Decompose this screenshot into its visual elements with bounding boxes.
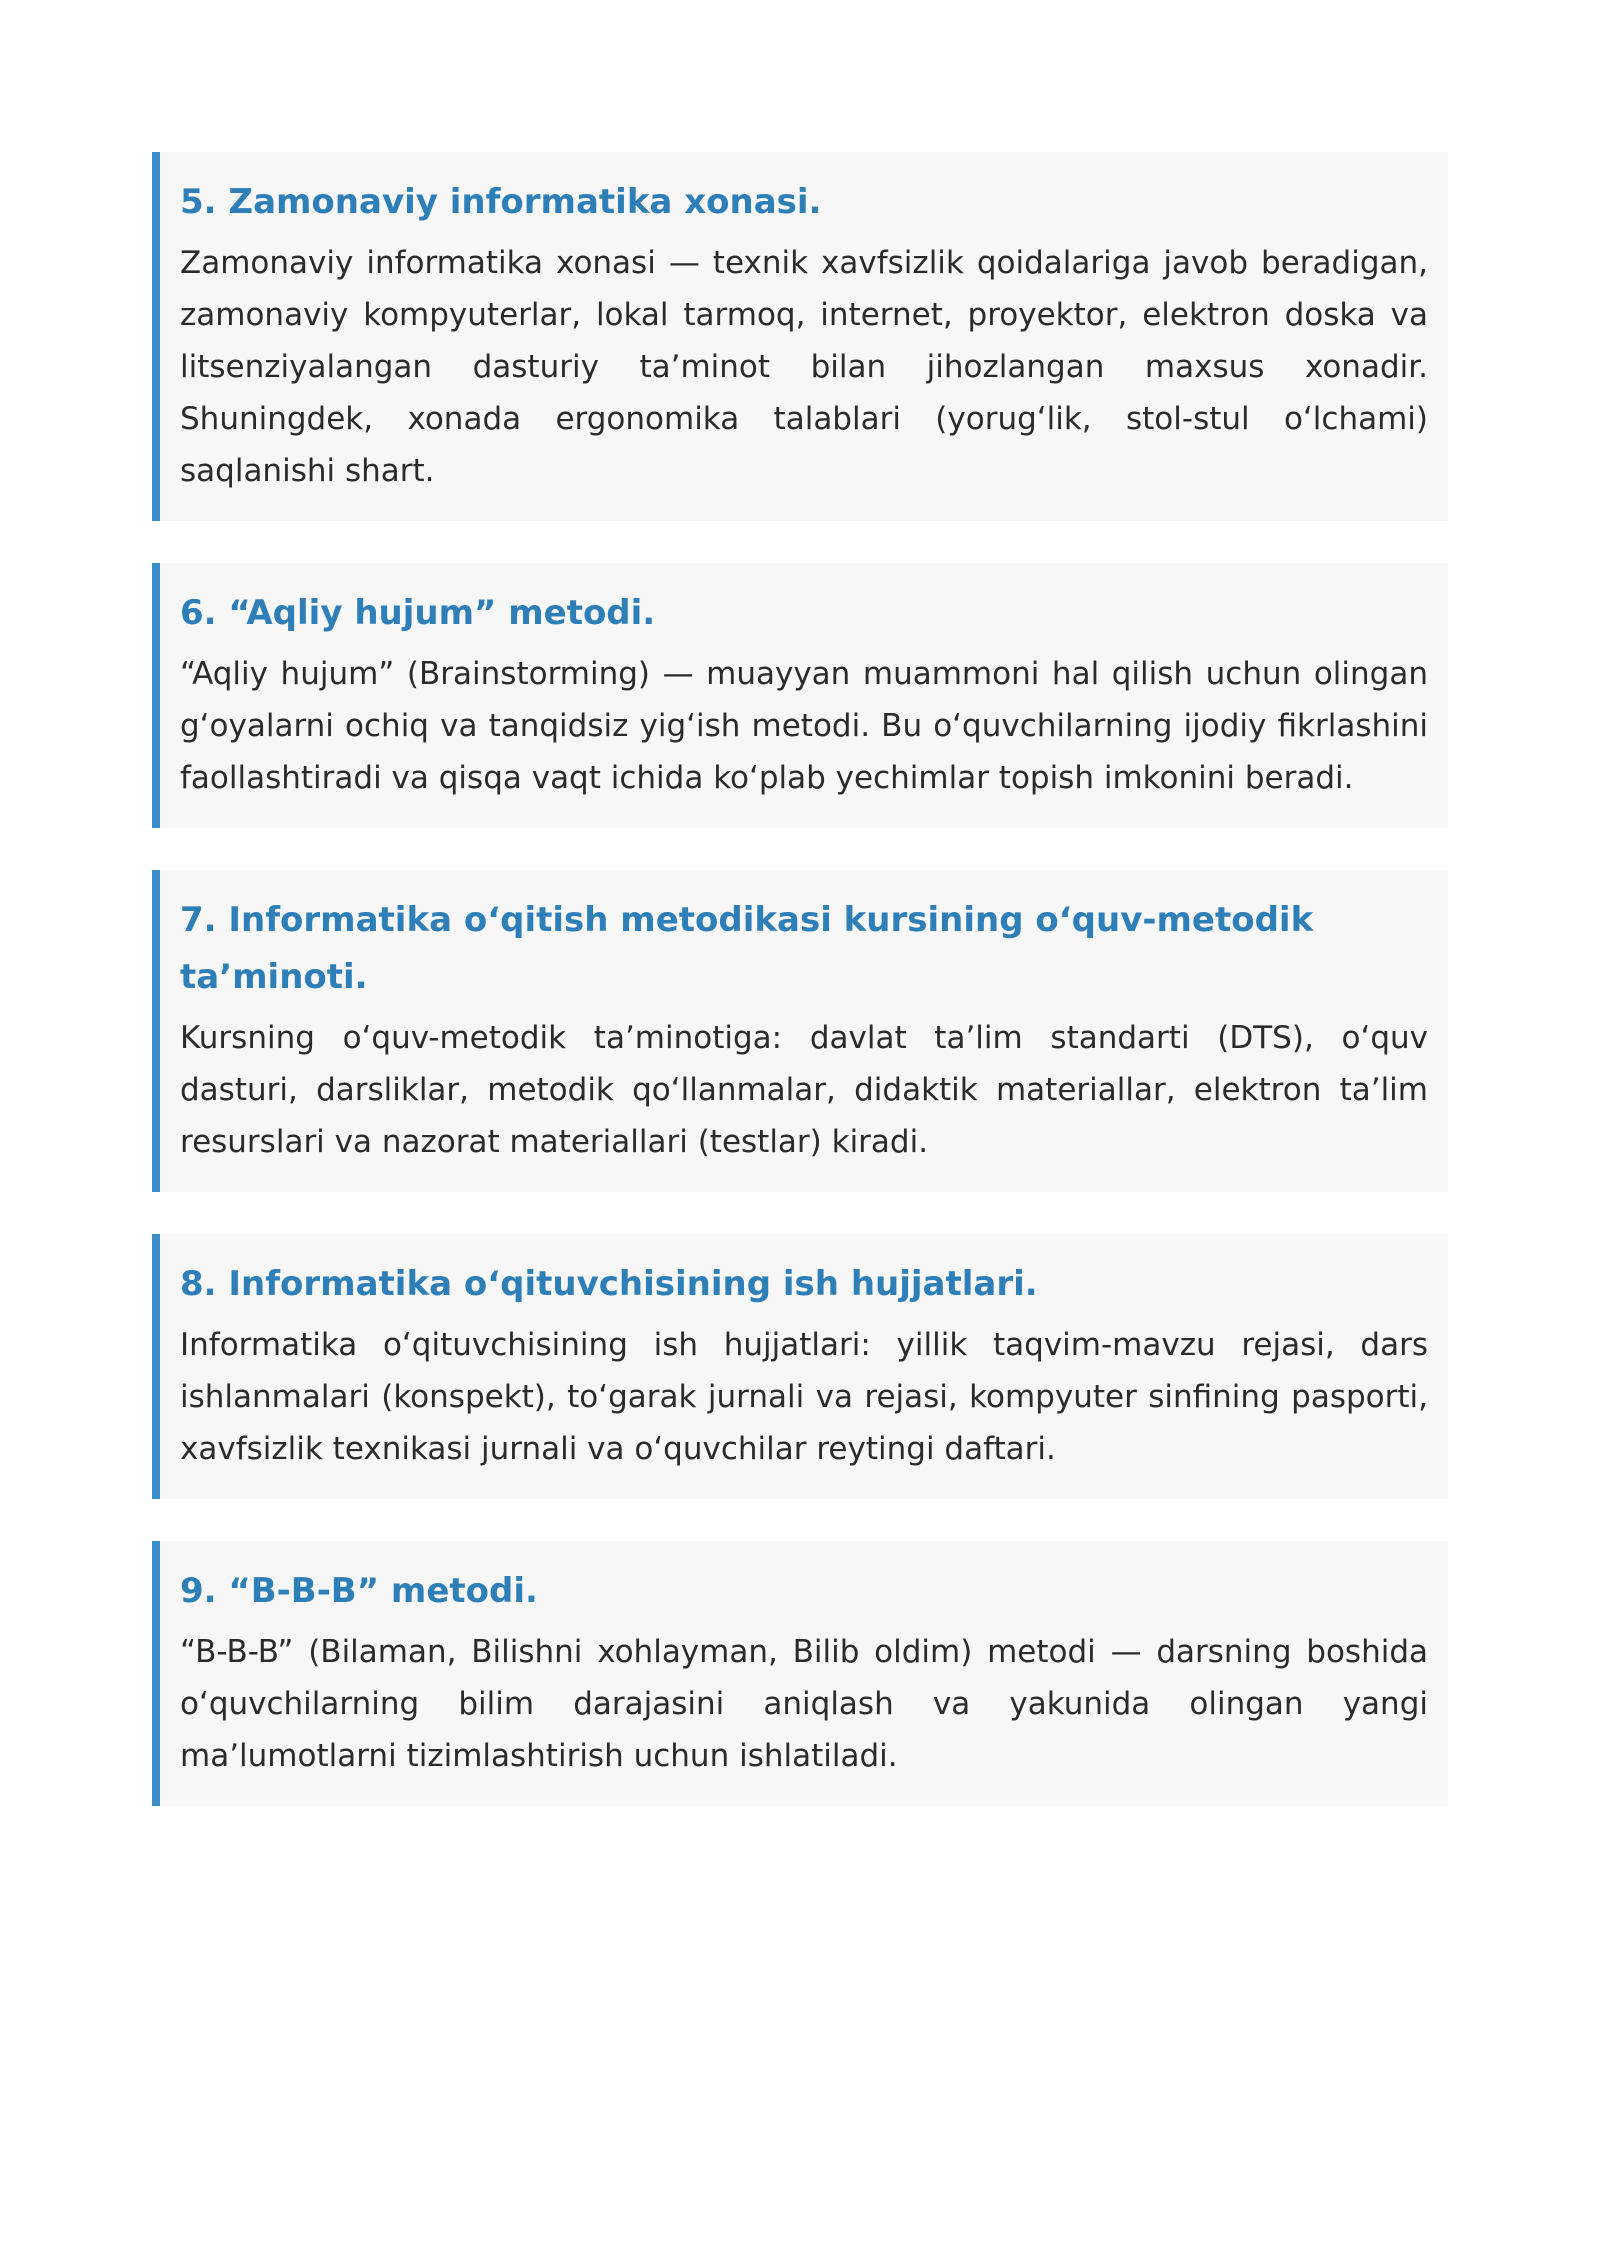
section-title: 8. Informatika o‘qituvchisining ish hujjatlari.: [180, 1264, 1038, 1304]
section-body: Informatika o‘qituvchisining ish hujjatlari: yillik taqvim-mavzu rejasi, dars ishlanmalari (konspekt), to‘garak jurnali va rejasi, kompyuter sinfining pasporti, xavfsizlik texnikasi jurnali va o‘quvchilar reytingi daftari.: [180, 1327, 1428, 1467]
section-title: 9. “B-B-B” metodi.: [180, 1571, 538, 1611]
document-page: [152, 152, 1448, 1848]
section-body: Kursning o‘quv-metodik ta’minotiga: davlat ta’lim standarti (DTS), o‘quv dasturi, darsliklar, metodik qo‘llanmalar, didaktik materiallar, elektron ta’lim resurslari va nazorat materiallari (testlar) kiradi.: [180, 1020, 1428, 1160]
section-title: 6. “Aqliy hujum” metodi.: [180, 593, 656, 633]
section-card-7: [152, 870, 1448, 1192]
section-body: “Aqliy hujum” (Brainstorming) — muayyan muammoni hal qilish uchun olingan g‘oyalarni ochiq va tanqidsiz yig‘ish metodi. Bu o‘quvchilarning ijodiy fikrlashini faollashtiradi va qisqa vaqt ichida ko‘plab yechimlar topish imkonini beradi.: [180, 656, 1428, 796]
section-body: Zamonaviy informatika xonasi — texnik xavfsizlik qoidalariga javob beradigan, zamonaviy kompyuterlar, lokal tarmoq, internet, proyektor, elektron doska va litsenziyalangan dasturiy ta’minot bilan jihozlangan maxsus xonadir. Shuningdek, xonada ergonomika talablari (yorug‘lik, stol-stul o‘lchami) saqlanishi shart.: [180, 245, 1428, 489]
section-body: “B-B-B” (Bilaman, Bilishni xohlayman, Bilib oldim) metodi — darsning boshida o‘quvchilarning bilim darajasini aniqlash va yakunida olingan yangi ma’lumotlarni tizimlashtirish uchun ishlatiladi.: [180, 1634, 1428, 1774]
section-card-6: [152, 563, 1448, 828]
section-card-8: [152, 1234, 1448, 1499]
section-card-9: [152, 1541, 1448, 1806]
section-title: 7. Informatika o‘qitish metodikasi kursining o‘quv-metodik ta’minoti.: [180, 900, 1314, 997]
section-title: 5. Zamonaviy informatika xonasi.: [180, 182, 822, 222]
section-card-5: [152, 152, 1448, 521]
